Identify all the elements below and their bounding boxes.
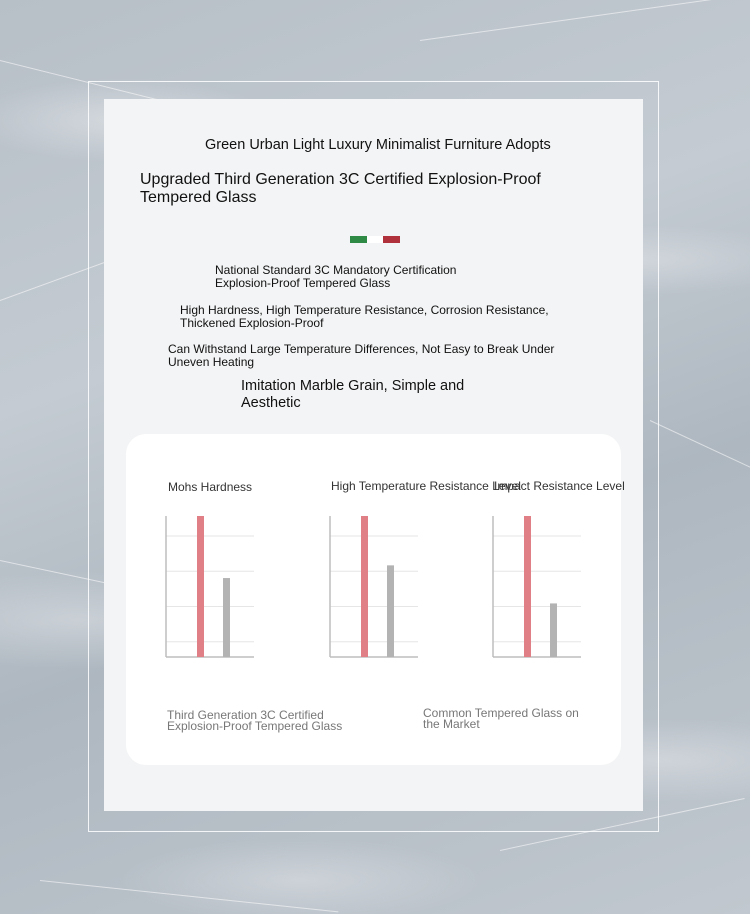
chart-title-mohs-hardness: Mohs Hardness <box>168 480 253 494</box>
bar-common-glass <box>387 565 394 657</box>
chart-title-high-temperature: High Temperature Resistance Level <box>331 479 521 493</box>
feature-certification: National Standard 3C Mandatory Certification Explosion-Proof Tempered Glass <box>215 263 457 290</box>
feature-temperature: Can Withstand Large Temperature Differences, Not Easy to Break Under Uneven Heating <box>168 342 555 369</box>
legend-ours: Third Generation 3C Certified Explosion-Proof Tempered Glass <box>167 708 343 733</box>
bar-common-glass <box>223 578 230 657</box>
legend-market: Common Tempered Glass on the Market <box>423 706 579 731</box>
bar-3c-certified-glass <box>197 516 204 657</box>
headline-line-1: Green Urban Light Luxury Minimalist Furniture Adopts <box>205 137 551 153</box>
bar-common-glass <box>550 603 557 657</box>
chart-title-impact: Impact Resistance Level <box>494 479 625 493</box>
bar-3c-certified-glass <box>361 516 368 657</box>
bar-3c-certified-glass <box>524 516 531 657</box>
feature-hardness: High Hardness, High Temperature Resistance, Corrosion Resistance, Thickened Explosion-Proof <box>180 303 549 330</box>
headline-line-2: Upgraded Third Generation 3C Certified Explosion-Proof Tempered Glass <box>140 171 541 206</box>
tagline: Imitation Marble Grain, Simple and Aesthetic <box>241 378 465 411</box>
